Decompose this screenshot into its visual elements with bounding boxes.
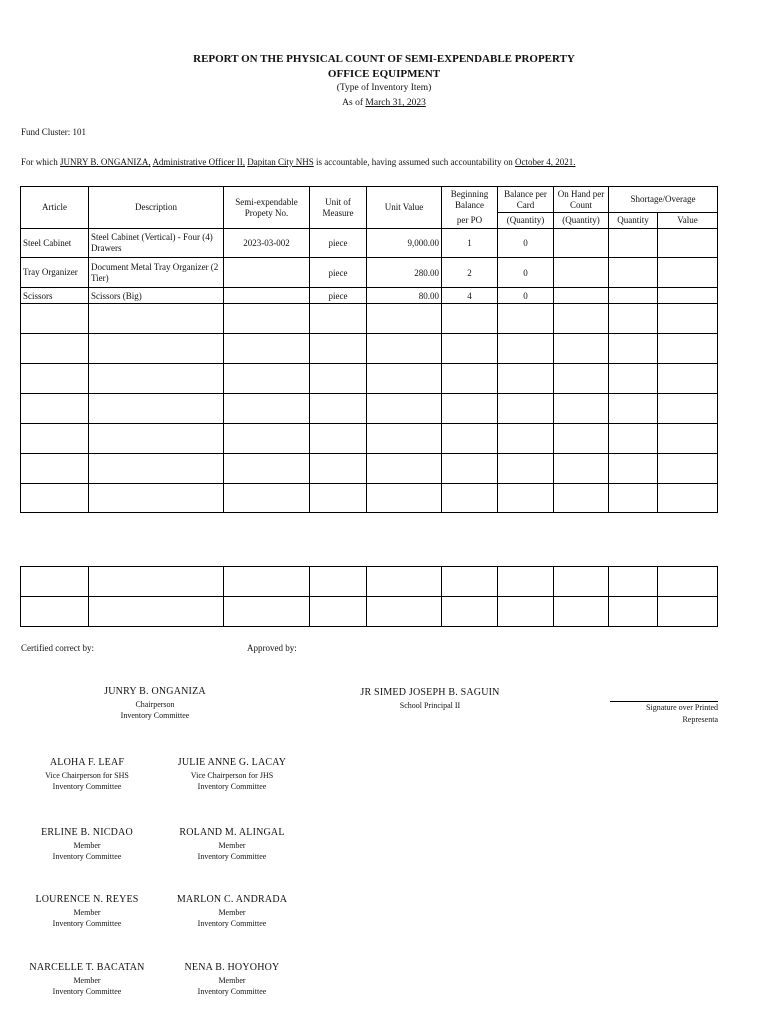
header-unit-value: Unit Value (367, 187, 442, 229)
accountability-middle: is accountable, having assumed such accountability on (316, 157, 513, 167)
as-of-date: March 31, 2023 (365, 98, 426, 108)
cell-on-hand (554, 229, 609, 258)
cell-description: Scissors (Big) (89, 288, 224, 304)
empty-row (21, 567, 718, 597)
signatory-role: Vice Chairperson for JHS (190, 771, 274, 780)
signatory-role: Member (73, 841, 101, 850)
cell-beginning: 2 (442, 258, 498, 288)
signatory-name: JR SIMED JOSEPH B. SAGUIN (360, 687, 500, 698)
signatory-name: JULIE ANNE G. LACAY (177, 757, 287, 768)
item-type-title: OFFICE EQUIPMENT (327, 68, 441, 80)
header-description: Description (89, 187, 224, 229)
cell-balance-card: 0 (498, 258, 554, 288)
cell-description: Steel Cabinet (Vertical) - Four (4) Drawers (89, 229, 224, 258)
empty-row (21, 454, 718, 484)
signatory-member (162, 962, 302, 996)
signatory-name: ERLINE B. NICDAO (41, 827, 133, 838)
header-balance-card: Balance per Card (498, 187, 554, 213)
witness-line2: Representa (682, 715, 718, 724)
continuation-table (20, 566, 718, 627)
accountability-line (21, 157, 575, 167)
cell-property-no (224, 258, 310, 288)
signatory-member (17, 894, 157, 928)
cell-article: Scissors (21, 288, 89, 304)
empty-row (21, 334, 718, 364)
cell-on-hand (554, 288, 609, 304)
cell-on-hand (554, 258, 609, 288)
cell-short-value (658, 258, 718, 288)
header-shortage: Shortage/Overage (609, 187, 718, 213)
cell-unit-value: 280.00 (367, 258, 442, 288)
signature-line (610, 701, 718, 702)
item-type-label: (Type of Inventory Item) (336, 83, 432, 93)
signatory-role: Member (218, 841, 246, 850)
certified-label: Certified correct by: (21, 643, 94, 653)
signatory-name: JUNRY B. ONGANIZA (104, 686, 206, 697)
as-of-prefix: As of (342, 98, 364, 108)
signatory-committee: Inventory Committee (52, 852, 122, 861)
signatory-name: NARCELLE T. BACATAN (29, 962, 145, 973)
signatory-committee: Inventory Committee (197, 919, 267, 928)
signatory-role: Member (218, 976, 246, 985)
header-card-qty: (Quantity) (498, 213, 554, 229)
signatory-member (17, 827, 157, 861)
header-beginning: Beginning Balance (442, 187, 498, 213)
table-row (21, 288, 718, 304)
signatory-name: LOURENCE N. REYES (35, 894, 139, 905)
header-property-no: Semi-expendable Propety No. (224, 187, 310, 229)
signatory-committee: Inventory Committee (120, 711, 190, 720)
signatory-name: ROLAND M. ALINGAL (179, 827, 285, 838)
cell-unit: piece (310, 258, 367, 288)
report-title: REPORT ON THE PHYSICAL COUNT OF SEMI-EXPENDABLE PROPERTY (193, 53, 575, 65)
signatory-role: Chairperson (135, 700, 175, 709)
witness-line1: Signature over Printed (646, 703, 718, 712)
signatory-role: School Principal II (399, 701, 461, 710)
header-article: Article (21, 187, 89, 229)
signatory-committee: Inventory Committee (197, 987, 267, 996)
header-on-hand: On Hand per Count (554, 187, 609, 213)
signatory-committee: Inventory Committee (197, 852, 267, 861)
inventory-table (20, 186, 718, 513)
cell-unit-value: 9,000.00 (367, 229, 442, 258)
cell-short-qty (609, 288, 658, 304)
signatory-name: MARLON C. ANDRADA (176, 894, 288, 905)
cell-balance-card: 0 (498, 288, 554, 304)
signatory-committee: Inventory Committee (197, 782, 267, 791)
header-quantity: Quantity (609, 213, 658, 229)
cell-property-no: 2023-03-002 (224, 229, 310, 258)
as-of-line (0, 98, 768, 108)
empty-row (21, 394, 718, 424)
signatory-role: Member (73, 976, 101, 985)
signatory-member (162, 757, 302, 791)
signatory-committee: Inventory Committee (52, 782, 122, 791)
table-row (21, 229, 718, 258)
accountable-position: Administrative Officer II, (152, 157, 245, 167)
cell-short-value (658, 288, 718, 304)
signatory-name: ALOHA F. LEAF (49, 757, 125, 768)
signatory-role: Member (218, 908, 246, 917)
accountable-name: JUNRY B. ONGANIZA, (60, 157, 151, 167)
accountability-date: October 4, 2021. (514, 157, 576, 167)
accountable-school: Dapitan City NHS (247, 157, 314, 167)
signatory-member (17, 962, 157, 996)
cell-beginning: 4 (442, 288, 498, 304)
signatory-name: NENA B. HOYOHOY (184, 962, 280, 973)
cell-article: Steel Cabinet (21, 229, 89, 258)
empty-row (21, 597, 718, 627)
header-unit: Unit of Measure (310, 187, 367, 229)
cell-unit-value: 80.00 (367, 288, 442, 304)
signatory-chair (85, 686, 225, 720)
cell-short-value (658, 229, 718, 258)
signatory-member (162, 827, 302, 861)
header-count-qty: (Quantity) (554, 213, 609, 229)
signatory-committee: Inventory Committee (52, 987, 122, 996)
cell-beginning: 1 (442, 229, 498, 258)
cell-short-qty (609, 229, 658, 258)
cell-property-no (224, 288, 310, 304)
signatory-approver (340, 687, 520, 710)
empty-row (21, 304, 718, 334)
header-per-po: per PO (442, 213, 498, 229)
header-value: Value (658, 213, 718, 229)
cell-short-qty (609, 258, 658, 288)
empty-row (21, 424, 718, 454)
empty-row (21, 484, 718, 513)
signatory-member (17, 757, 157, 791)
signatory-role: Vice Chairperson for SHS (45, 771, 129, 780)
cell-unit: piece (310, 288, 367, 304)
cell-unit: piece (310, 229, 367, 258)
fund-cluster: Fund Cluster: 101 (21, 127, 87, 137)
signatory-committee: Inventory Committee (52, 919, 122, 928)
cell-article: Tray Organizer (21, 258, 89, 288)
accountability-prefix: For which (21, 157, 58, 167)
cell-description: Document Metal Tray Organizer (2 Tier) (89, 258, 224, 288)
signatory-role: Member (73, 908, 101, 917)
empty-row (21, 364, 718, 394)
approved-label: Approved by: (247, 643, 297, 653)
cell-balance-card: 0 (498, 229, 554, 258)
table-row (21, 258, 718, 288)
signatory-member (162, 894, 302, 928)
